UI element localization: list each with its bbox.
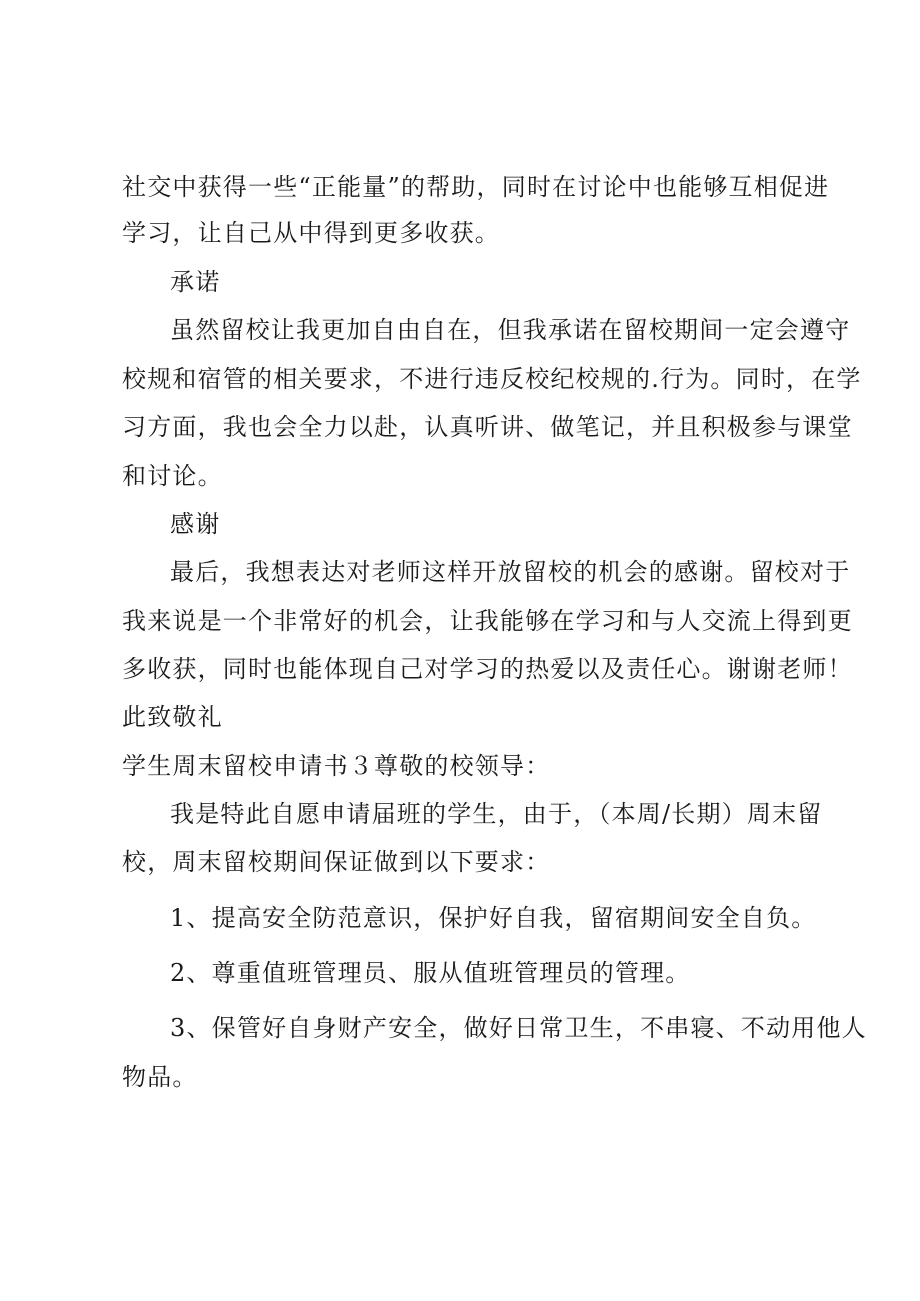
paragraph-line: 多收获，同时也能体现自己对学习的热爱以及责任心。谢谢老师！	[122, 655, 853, 683]
paragraph-line: 我来说是一个非常好的机会，让我能够在学习和与人交流上得到更	[122, 607, 853, 635]
list-item: 1、提高安全防范意识，保护好自我，留宿期间安全自负。	[170, 904, 817, 932]
paragraph-line: 习方面，我也会全力以赴，认真听讲、做笔记，并且积极参与课堂	[122, 413, 853, 441]
paragraph-line: 社交中获得一些“正能量”的帮助，同时在讨论中也能够互相促进	[122, 173, 830, 201]
paragraph-line: 最后，我想表达对老师这样开放留校的机会的感谢。留校对于	[170, 558, 851, 586]
closing-salutation: 此致敬礼	[122, 703, 223, 731]
section-heading-commitment: 承诺	[170, 268, 221, 296]
paragraph-line: 物品。	[122, 1063, 198, 1091]
list-item: 2、尊重值班管理员、服从值班管理员的管理。	[170, 959, 691, 987]
paragraph-line: 虽然留校让我更加自由自在，但我承诺在留校期间一定会遵守	[170, 316, 851, 344]
section-heading-thanks: 感谢	[170, 510, 221, 538]
paragraph-line: 校规和宿管的相关要求，不进行违反校纪校规的.行为。同时，在学	[122, 365, 862, 393]
list-item: 3、保管好自身财产安全，做好日常卫生，不串寝、不动用他人	[170, 1014, 867, 1042]
paragraph-line: 学习，让自己从中得到更多收获。	[122, 219, 500, 247]
application-title-line: 学生周末留校申请书３尊敬的校领导：	[122, 752, 551, 780]
paragraph-line: 和讨论。	[122, 462, 223, 490]
paragraph-line: 校，周末留校期间保证做到以下要求：	[122, 848, 551, 876]
paragraph-line: 我是特此自愿申请届班的学生，由于，（本周/长期）周末留	[170, 800, 823, 828]
